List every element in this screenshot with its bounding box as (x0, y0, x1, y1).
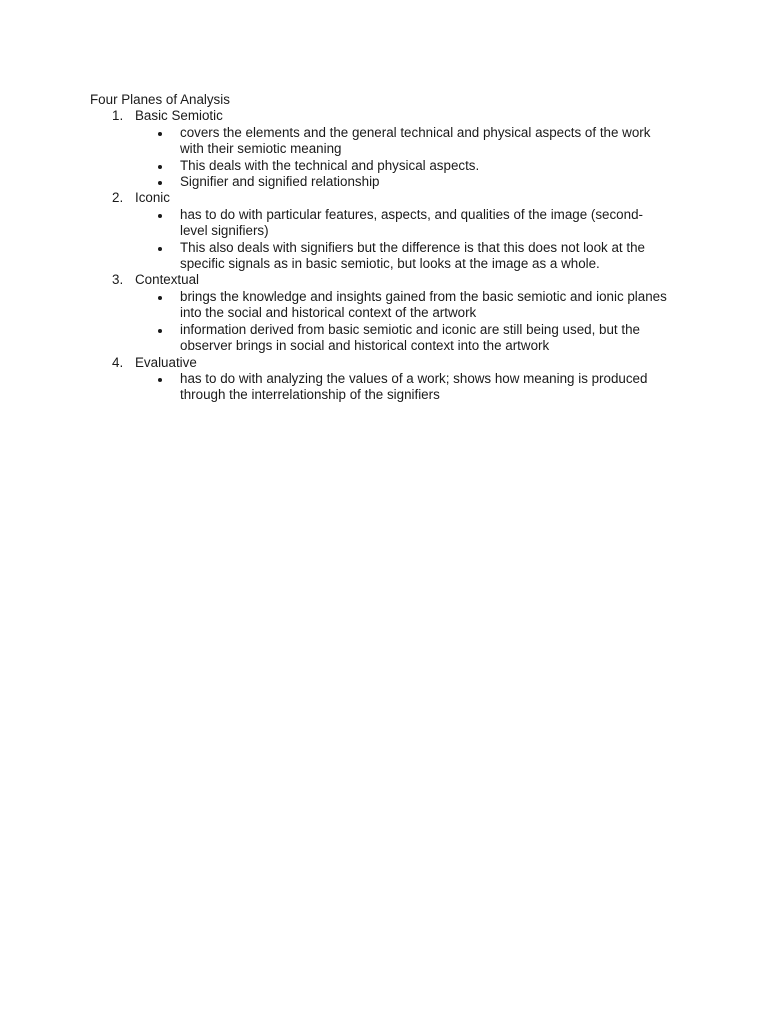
plane-points (135, 289, 690, 355)
bullet-icon (158, 329, 162, 333)
plane-item (90, 272, 690, 354)
point-text: Signifier and signified relationship (180, 174, 380, 190)
plane-number: 3. (112, 272, 124, 288)
plane-point (180, 371, 668, 404)
plane-number: 1. (112, 108, 124, 124)
plane-item (90, 108, 690, 190)
bullet-icon (158, 247, 162, 251)
bullet-icon (158, 214, 162, 218)
planes-list (90, 108, 690, 403)
point-text: has to do with analyzing the values of a work; shows how meaning is produced through the interrelationship of the signifiers (180, 370, 648, 403)
plane-number: 2. (112, 190, 124, 206)
plane-point (180, 158, 668, 174)
point-text: covers the elements and the general technical and physical aspects of the work with their semiotic meaning (180, 124, 651, 157)
plane-name: Iconic (135, 190, 170, 206)
plane-points (135, 125, 690, 191)
bullet-icon (158, 132, 162, 136)
document-body (90, 92, 690, 404)
plane-point (180, 125, 668, 158)
plane-name: Contextual (135, 272, 200, 288)
point-text: information derived from basic semiotic and iconic are still being used, but the observer brings in social and historical context into the artwork (180, 321, 640, 354)
plane-point (180, 322, 668, 355)
point-text: This also deals with signifiers but the difference is that this does not look at the specific signals as in basic semiotic, but looks at the image as a whole. (180, 239, 645, 272)
document-title: Four Planes of Analysis (90, 92, 230, 107)
plane-point (180, 174, 668, 190)
plane-number: 4. (112, 354, 124, 370)
plane-name: Basic Semiotic (135, 108, 223, 124)
point-text: This deals with the technical and physical aspects. (180, 157, 480, 173)
point-text: has to do with particular features, aspects, and qualities of the image (second-level signifiers) (180, 206, 643, 239)
bullet-icon (158, 378, 162, 382)
bullet-icon (158, 165, 162, 169)
plane-points (135, 371, 690, 404)
bullet-icon (158, 181, 162, 185)
plane-point (180, 289, 668, 322)
plane-point (180, 240, 668, 273)
bullet-icon (158, 296, 162, 300)
plane-point (180, 207, 668, 240)
plane-item (90, 355, 690, 404)
plane-name: Evaluative (135, 354, 197, 370)
plane-item (90, 190, 690, 272)
plane-points (135, 207, 690, 273)
point-text: brings the knowledge and insights gained from the basic semiotic and ionic planes into the social and historical context of the artwork (180, 288, 667, 321)
